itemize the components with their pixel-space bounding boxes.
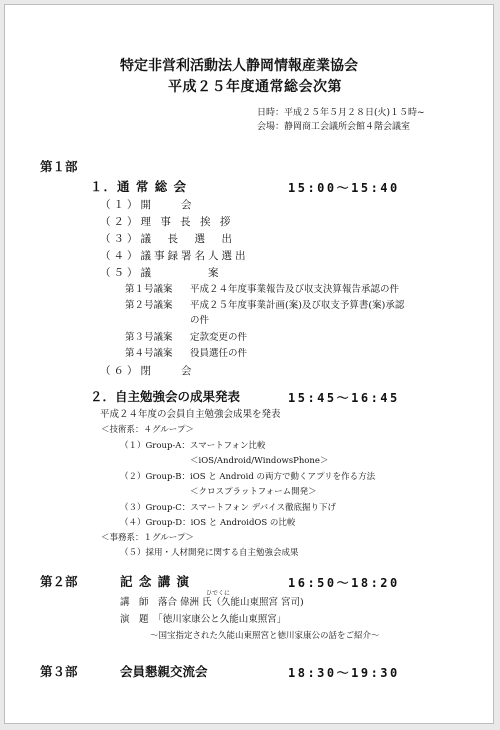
group-c: （３）Group-C：スマートフォン デバイス徹底掘り下げ <box>120 503 337 513</box>
proposal-2-number: 第２号議案 <box>125 300 173 311</box>
memorial-lecture-time: 16:50〜18:20 <box>288 576 400 590</box>
proposal-1-number: 第１号議案 <box>125 284 173 295</box>
part1-label: 第１部 <box>40 159 78 174</box>
document-page <box>4 4 494 724</box>
agenda-closing: （６）閉 会 <box>100 365 195 377</box>
section-study-results-time: 15:45〜16:45 <box>288 391 400 405</box>
proposal-2-text: 平成２５年度事業計画(案)及び収支予算書(案)承認 <box>190 300 405 311</box>
networking-party-time: 18:30〜19:30 <box>288 666 400 680</box>
agenda-chair-greeting: （２）理 事 長 挨 拶 <box>100 216 234 228</box>
part2-label: 第２部 <box>40 574 78 589</box>
group-a-detail: ＜iOS/Android/WindowsPhone＞ <box>190 456 329 466</box>
agenda-minutes-signers: （４）議事録署名人選出 <box>100 250 249 262</box>
part3-label: 第３部 <box>40 664 78 679</box>
memorial-lecture-heading: 記 念 講 演 <box>120 574 191 589</box>
office-groups-label: ＜事務系：１グループ＞ <box>101 533 194 543</box>
proposal-4-number: 第４号議案 <box>125 348 173 359</box>
proposal-3-number: 第３号議案 <box>125 332 173 343</box>
group-5: （５）採用・人材開発に関する自主勉強会成果 <box>120 548 299 558</box>
organization-name: 特定非営利活動法人静岡情報産業協会 <box>120 58 358 74</box>
agenda-opening: （１）開 会 <box>100 199 195 211</box>
agenda-proposals: （５）議 案 <box>100 267 222 279</box>
group-b: （２）Group-B：iOS と Android の両方で動くアプリを作る方法 <box>120 472 376 482</box>
group-b-detail: ＜クロスプラットフォーム開発＞ <box>190 487 317 497</box>
lecturer-name-ruby: ひでくに <box>206 590 231 597</box>
technical-groups-label: ＜技術系：４グループ＞ <box>101 425 194 435</box>
section-general-meeting-time: 15:00〜15:40 <box>288 181 400 195</box>
group-d: （４）Group-D：iOS と AndroidOS の比較 <box>120 518 296 528</box>
proposal-2-text-continued: の件 <box>190 315 210 326</box>
proposal-3-text: 定款変更の件 <box>190 332 248 343</box>
document-title: 平成２５年度通常総会次第 <box>168 79 342 95</box>
section-general-meeting-heading: １．通 常 総 会 <box>90 179 188 194</box>
networking-party-heading: 会員懇親交流会 <box>120 664 208 679</box>
meeting-date: 日時：平成２５年５月２８日(火)１５時~ <box>257 108 425 118</box>
group-a: （１）Group-A：スマートフォン比較 <box>120 441 266 451</box>
proposal-1-text: 平成２４年度事業報告及び収支決算報告承認の件 <box>190 284 400 295</box>
meeting-venue: 会場：静岡商工会議所会館４階会議室 <box>257 122 411 132</box>
lecturer: 講 師 落合 偉洲 氏（久能山東照宮 宮司) <box>120 597 304 608</box>
proposal-4-text: 役員選任の件 <box>190 348 248 359</box>
lecture-topic: 演 題 「徳川家康公と久能山東照宮」 <box>120 614 287 625</box>
lecture-subtitle: 〜国宝指定された久能山東照宮と徳川家康公の話をご紹介〜 <box>150 631 380 641</box>
agenda-chair-election: （３）議 長 選 出 <box>100 233 235 245</box>
section-study-results-heading: ２．自主勉強会の成果発表 <box>90 389 241 404</box>
study-results-intro: 平成２４年度の会員自主勉強会成果を発表 <box>100 409 281 420</box>
